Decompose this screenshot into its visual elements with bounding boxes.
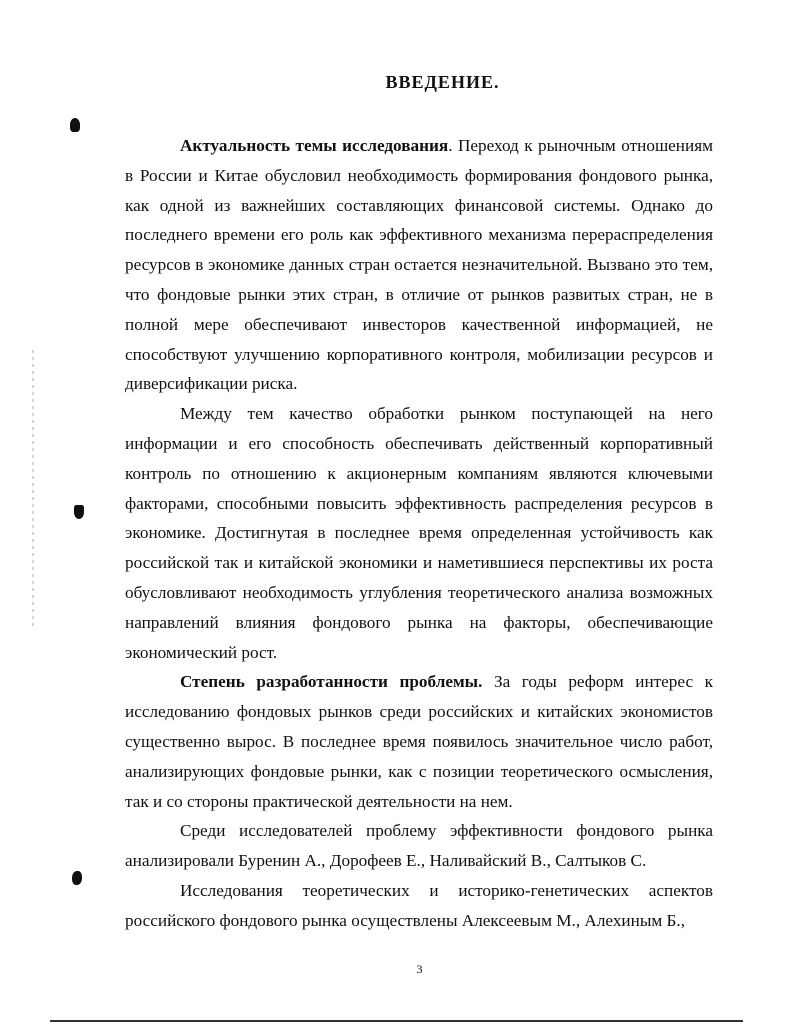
paragraph-researchers: [125, 816, 713, 876]
paragraph-text: Исследования теоретических и историко-генетических аспектов российского фондового рынка осуществлены Алексеевым М., Алехиным Б.,: [125, 880, 713, 930]
paragraph-relevance: [125, 131, 713, 399]
paragraph-text: Между тем качество обработки рынком поступающей на него информации и его способность обеспечивать действенный корпоративный контроль по отношению к акционерным компаниям являются ключевыми факторами, способными повысить эффективность распределения ресурсов в экономике. Достигнутая в последнее время определенная устойчивость как российской так и китайской экономики и наметившиеся перспективы их роста обусловливают необходимость углубления теоретического анализа возможных направлений влияния фондового рынка на факторы, обеспечивающие экономический рост.: [125, 404, 713, 662]
body-text: [125, 131, 713, 936]
margin-mark: [70, 118, 80, 132]
paragraph-lead: Степень разработанности проблемы.: [180, 672, 483, 692]
margin-mark: [72, 871, 82, 885]
paragraph-quality: [125, 399, 713, 667]
paragraph-lead: Актуальность темы исследования: [180, 136, 449, 155]
margin-mark: [74, 505, 84, 519]
paragraph-text: Среди исследователей проблему эффективности фондового рынка анализировали Буренин А., Дорофеев Е., Наливайский В., Салтыков С.: [125, 821, 713, 871]
page-title: ВВЕДЕНИЕ.: [385, 72, 500, 92]
bottom-rule: [50, 1020, 743, 1022]
paragraph-text: . Переход к рыночным отношениям в России и Китае обусловил необходимость формирования фондового рынка, как одной из важнейших составляющих финансовой системы. Однако до последнего времени его роль как эффективного механизма перераспределения ресурсов в экономике данных стран остается незначительной. Вызвано это тем, что фондовые рынки этих стран, в отличие от рынков развитых стран, не в полной мере обеспечивают инвесторов качественной информацией, не способствуют улучшению корпоративного контроля, мобилизации ресурсов и диверсификации риска.: [125, 136, 713, 394]
page-number: 3: [416, 962, 423, 976]
paragraph-development: [125, 667, 713, 816]
scan-edge-artifact: [32, 350, 34, 630]
paragraph-text: За годы реформ интерес к исследованию фондовых рынков среди российских и китайских экономистов существенно вырос. В последнее время появилось значительное число работ, анализирующих фондовые рынки, как с позиции теоретического осмысления, так и со стороны практической деятельности на нем.: [125, 672, 713, 811]
paragraph-studies: [125, 876, 713, 936]
